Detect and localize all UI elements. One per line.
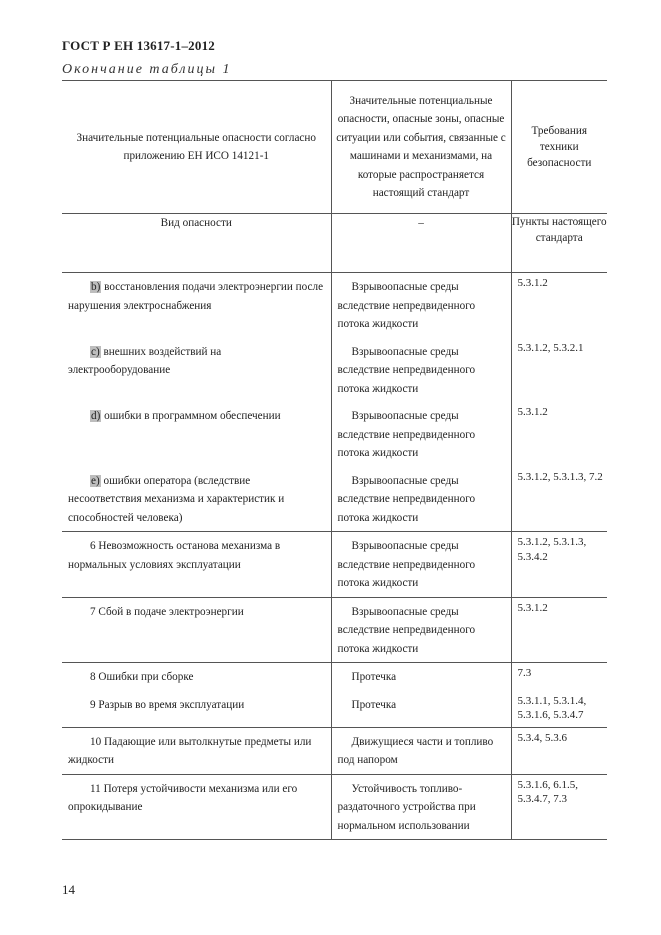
table-subheader-row xyxy=(62,214,607,273)
subheader-dash: – xyxy=(331,214,511,273)
clauses-cell: 5.3.1.2 xyxy=(511,402,607,467)
situation-cell: Протечка xyxy=(331,691,511,728)
clauses-cell: 5.3.1.2 xyxy=(511,273,607,338)
item-marker: e) xyxy=(91,474,100,487)
subheader-clauses: Пункты настоящего стандарта xyxy=(511,214,607,273)
situation-cell: Устойчивость топливо-раздаточного устройства при нормальном использовании xyxy=(331,774,511,840)
page-number: 14 xyxy=(62,882,75,897)
situation-cell: Взрывоопасные среды вследствие непредвиденного потока жидкости xyxy=(331,273,511,338)
clauses-cell: 5.3.1.6, 6.1.5, 5.3.4.7, 7.3 xyxy=(511,774,607,840)
situation-cell: Взрывоопасные среды вследствие непредвиденного потока жидкости xyxy=(331,402,511,467)
situation-cell: Взрывоопасные среды вследствие непредвиденного потока жидкости xyxy=(331,532,511,598)
column-header-requirements: Требования техники безопасности xyxy=(511,81,607,214)
hazard-cell xyxy=(62,467,331,532)
clauses-cell: 5.3.1.2 xyxy=(511,597,607,663)
situation-cell: Взрывоопасные среды вследствие непредвиденного потока жидкости xyxy=(331,467,511,532)
hazard-text: ошибки в программном обеспечении xyxy=(104,410,281,422)
table-row xyxy=(62,774,607,840)
table-row xyxy=(62,691,607,728)
column-header-situations: Значительные потенциальные опасности, опасные зоны, опасные ситуации или события, связанные с машинами и механизмами, на которые распространяется настоящий стандарт xyxy=(331,81,511,214)
situation-cell: Взрывоопасные среды вследствие непредвиденного потока жидкости xyxy=(331,338,511,403)
hazard-text: ошибки оператора (вследствие несоответствия механизма и характеристик и способностей человека) xyxy=(68,474,285,524)
clauses-cell: 5.3.1.1, 5.3.1.4, 5.3.1.6, 5.3.4.7 xyxy=(511,691,607,728)
hazard-cell: 6 Невозможность останова механизма в нормальных условиях эксплуатации xyxy=(62,532,331,598)
clauses-cell: 5.3.1.2, 5.3.2.1 xyxy=(511,338,607,403)
column-header-hazards: Значительные потенциальные опасности согласно приложению ЕН ИСО 14121-1 xyxy=(62,81,331,214)
hazard-cell: 11 Потеря устойчивости механизма или его опрокидывание xyxy=(62,774,331,840)
hazard-cell xyxy=(62,402,331,467)
table-row xyxy=(62,663,607,691)
hazards-table xyxy=(62,80,607,840)
hazard-cell: 10 Падающие или вытолкнутые предметы или жидкости xyxy=(62,727,331,774)
table-row xyxy=(62,467,607,532)
hazard-cell: 9 Разрыв во время эксплуатации xyxy=(90,698,245,711)
clauses-cell: 5.3.1.2, 5.3.1.3, 5.3.4.2 xyxy=(511,532,607,598)
hazard-text: восстановления подачи электроэнергии после нарушения электроснабжения xyxy=(68,281,324,312)
hazard-cell: 7 Сбой в подаче электроэнергии xyxy=(62,597,331,663)
subheader-hazard-type: Вид опасности xyxy=(62,214,331,273)
item-marker: d) xyxy=(91,410,101,422)
clauses-cell: 7.3 xyxy=(511,663,607,691)
hazard-cell xyxy=(62,273,331,338)
situation-cell: Взрывоопасные среды вследствие непредвиденного потока жидкости xyxy=(331,597,511,663)
clauses-cell: 5.3.4, 5.3.6 xyxy=(511,727,607,774)
situation-cell: Движущиеся части и топливо под напором xyxy=(331,727,511,774)
table-row xyxy=(62,402,607,467)
table-row xyxy=(62,532,607,598)
table-row xyxy=(62,273,607,338)
table-header-row xyxy=(62,81,607,214)
table-row xyxy=(62,727,607,774)
clauses-cell: 5.3.1.2, 5.3.1.3, 7.2 xyxy=(511,467,607,532)
situation-cell: Протечка xyxy=(331,663,511,691)
hazard-cell xyxy=(62,338,331,403)
table-row xyxy=(62,597,607,663)
item-marker: b) xyxy=(91,281,101,293)
standard-designation: ГОСТ Р ЕН 13617-1–2012 xyxy=(62,38,215,53)
hazard-cell: 8 Ошибки при сборке xyxy=(62,663,331,691)
table-row xyxy=(62,338,607,403)
hazard-text: внешних воздействий на электрооборудование xyxy=(68,345,222,376)
item-marker: c) xyxy=(91,345,100,358)
table-continuation-caption: Окончание таблицы 1 xyxy=(62,62,232,77)
